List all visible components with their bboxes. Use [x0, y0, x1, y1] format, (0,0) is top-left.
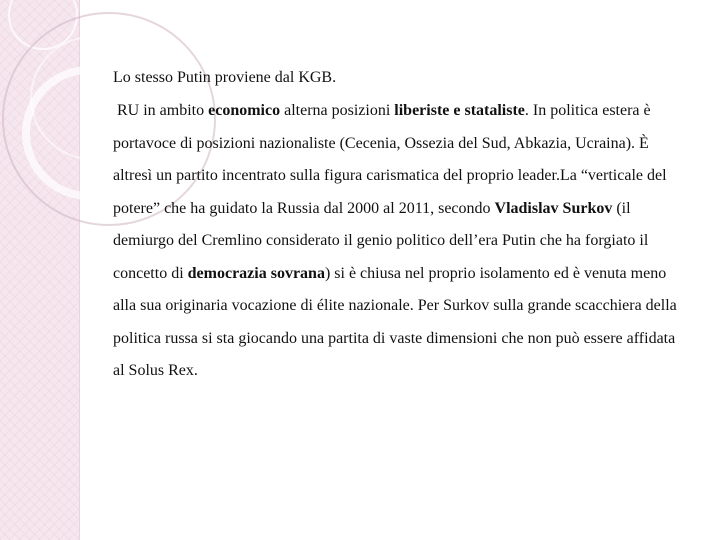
intro-line: Lo stesso Putin proviene dal KGB.: [113, 69, 337, 86]
text-run: (il demiurgo del Cremlino considerato il genio politico dell’era Putin che ha forgiato il concetto di: [113, 199, 649, 282]
decorative-sidebar: [0, 0, 80, 540]
bold-term-liberiste: liberiste e stataliste: [394, 102, 525, 119]
bold-term-surkov: Vladislav Surkov: [494, 199, 613, 217]
text-run: ) si è chiusa nel proprio isolamento ed è venuta meno alla sua originaria vocazione di élite nazionale. Per Surkov sulla grande scacchiera della politica russa si sta giocando una partita di vaste dimensioni che non può essere affidata al Solus Rex.: [113, 264, 677, 379]
text-run: alterna posizioni: [280, 102, 395, 119]
bold-term-economico: economico: [208, 102, 281, 119]
body-paragraph: [113, 95, 688, 388]
slide-content: [113, 67, 688, 388]
text-run: . In politica estera è portavoce di posizioni nazionaliste (Cecenia, Ossezia del Sud, Abkazia, Ucraina). È altresì un partito incentrato sulla figura carismatica del proprio leader.La “verticale del potere” che ha guidato la Russia dal 2000 al 2011, secondo: [113, 102, 667, 217]
text-run: RU in ambito: [117, 102, 209, 119]
bold-term-democrazia: democrazia sovrana: [187, 264, 325, 282]
